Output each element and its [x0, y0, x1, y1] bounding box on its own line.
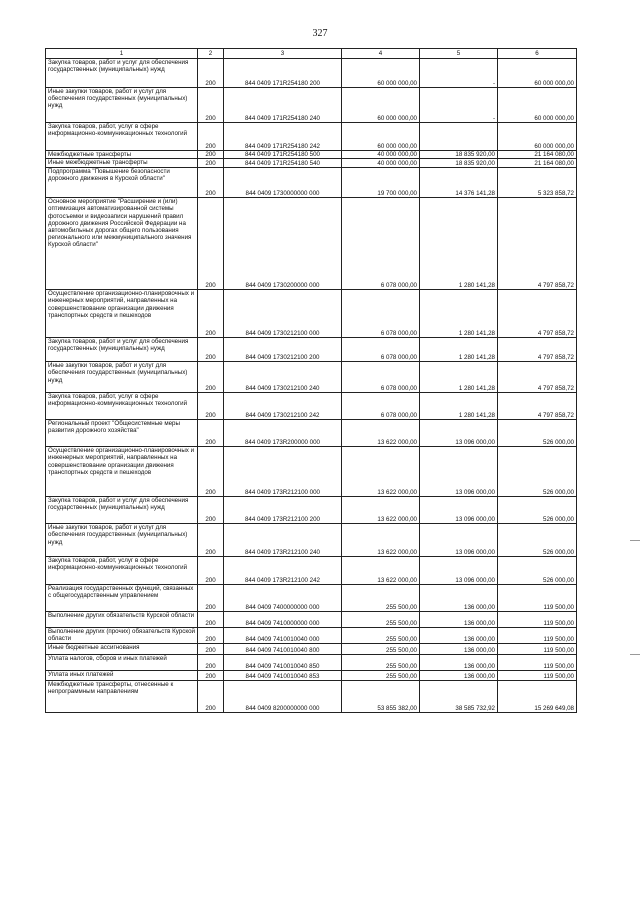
- row-col5-cell: 136 000,00: [420, 628, 498, 644]
- row-col6-cell: 526 000,00: [498, 497, 577, 524]
- row-classifier-cell: 844 0409 1730200000 000: [224, 198, 342, 290]
- row-col4-cell: 53 855 382,00: [342, 681, 420, 713]
- column-header: 5: [420, 49, 498, 59]
- row-code-cell: 200: [198, 290, 224, 338]
- row-col5-cell: 13 096 000,00: [420, 497, 498, 524]
- row-code-cell: 200: [198, 447, 224, 497]
- row-col5-cell: 1 280 141,28: [420, 198, 498, 290]
- table-row: [46, 447, 577, 497]
- table-row: [46, 159, 577, 168]
- budget-execution-table: [45, 48, 577, 713]
- table-row: [46, 290, 577, 338]
- row-col6-cell: 4 797 858,72: [498, 290, 577, 338]
- row-col4-cell: 255 500,00: [342, 628, 420, 644]
- row-col6-cell: 119 500,00: [498, 644, 577, 655]
- row-classifier-cell: 844 0409 1730212100 200: [224, 338, 342, 362]
- row-classifier-cell: 844 0409 1730212100 242: [224, 393, 342, 420]
- row-name-cell: Закупка товаров, работ, услуг в сфере информационно-коммуникационных технологий: [46, 123, 198, 151]
- row-col6-cell: 4 797 858,72: [498, 393, 577, 420]
- row-name-cell: Иные закупки товаров, работ и услуг для обеспечения государственных (муниципальных) нужд: [46, 524, 198, 557]
- row-col6-cell: 60 000 000,00: [498, 88, 577, 123]
- row-name-cell: Закупка товаров, работ, услуг в сфере информационно-коммуникационных технологий: [46, 557, 198, 585]
- row-name-cell: Иные межбюджетные трансферты: [46, 159, 198, 168]
- row-code-cell: 200: [198, 159, 224, 168]
- margin-mark: [630, 654, 640, 655]
- row-code-cell: 200: [198, 557, 224, 585]
- row-col6-cell: 526 000,00: [498, 557, 577, 585]
- row-col5-cell: 38 585 732,92: [420, 681, 498, 713]
- row-col4-cell: 6 078 000,00: [342, 362, 420, 393]
- row-classifier-cell: 844 0409 7410010040 800: [224, 644, 342, 655]
- row-code-cell: 200: [198, 362, 224, 393]
- table-row: [46, 151, 577, 159]
- table-row: [46, 585, 577, 612]
- row-col4-cell: 255 500,00: [342, 671, 420, 681]
- row-code-cell: 200: [198, 644, 224, 655]
- row-classifier-cell: 844 0409 1730000000 000: [224, 168, 342, 198]
- row-name-cell: Иные бюджетные ассигнования: [46, 644, 198, 655]
- row-col6-cell: 119 500,00: [498, 671, 577, 681]
- margin-mark: [630, 540, 640, 541]
- table-row: [46, 362, 577, 393]
- row-name-cell: Основное мероприятие "Расширение и (или) оптимизация автоматизированной системы фотосъемки и видеозаписи нарушений правил дорожного движения Российской Федерации на автомобильных дорогах общего пользования регионального или межмуниципального значения Курской области": [46, 198, 198, 290]
- row-col5-cell: 14 376 141,28: [420, 168, 498, 198]
- row-classifier-cell: 844 0409 171R254180 242: [224, 123, 342, 151]
- column-header: 1: [46, 49, 198, 59]
- row-classifier-cell: 844 0409 7410010040 000: [224, 628, 342, 644]
- row-col5-cell: 18 835 920,00: [420, 151, 498, 159]
- row-col4-cell: 60 000 000,00: [342, 88, 420, 123]
- table-row: [46, 338, 577, 362]
- row-name-cell: Закупка товаров, работ и услуг для обеспечения государственных (муниципальных) нужд: [46, 59, 198, 88]
- row-col4-cell: 19 700 000,00: [342, 168, 420, 198]
- row-code-cell: 200: [198, 123, 224, 151]
- table-row: [46, 671, 577, 681]
- table-row: [46, 628, 577, 644]
- row-col6-cell: 4 797 858,72: [498, 338, 577, 362]
- row-classifier-cell: 844 0409 173R212100 200: [224, 497, 342, 524]
- row-name-cell: Реализация государственных функций, связанных с общегосударственным управлением: [46, 585, 198, 612]
- row-col6-cell: 526 000,00: [498, 420, 577, 447]
- row-name-cell: Региональный проект "Общесистемные меры развития дорожного хозяйства": [46, 420, 198, 447]
- table-body: [46, 59, 577, 713]
- row-classifier-cell: 844 0409 171R254180 540: [224, 159, 342, 168]
- row-col4-cell: 60 000 000,00: [342, 123, 420, 151]
- page-number: 327: [312, 28, 328, 39]
- row-classifier-cell: 844 0409 173R212100 240: [224, 524, 342, 557]
- row-col4-cell: 13 622 000,00: [342, 447, 420, 497]
- row-col5-cell: [420, 123, 498, 151]
- row-col5-cell: 136 000,00: [420, 585, 498, 612]
- row-col4-cell: 13 622 000,00: [342, 420, 420, 447]
- row-classifier-cell: 844 0409 1730212100 000: [224, 290, 342, 338]
- row-col5-cell: 13 096 000,00: [420, 420, 498, 447]
- row-col5-cell: 13 096 000,00: [420, 524, 498, 557]
- row-col4-cell: 255 500,00: [342, 585, 420, 612]
- table-row: [46, 123, 577, 151]
- row-classifier-cell: 844 0409 171R254180 500: [224, 151, 342, 159]
- row-classifier-cell: 844 0409 1730212100 240: [224, 362, 342, 393]
- column-header: 6: [498, 49, 577, 59]
- row-col5-cell: 136 000,00: [420, 612, 498, 628]
- row-classifier-cell: 844 0409 8200000000 000: [224, 681, 342, 713]
- row-code-cell: 200: [198, 681, 224, 713]
- row-name-cell: Закупка товаров, работ и услуг для обеспечения государственных (муниципальных) нужд: [46, 338, 198, 362]
- row-col5-cell: 136 000,00: [420, 644, 498, 655]
- row-col4-cell: 6 078 000,00: [342, 290, 420, 338]
- row-col6-cell: 119 500,00: [498, 655, 577, 671]
- row-col4-cell: 13 622 000,00: [342, 524, 420, 557]
- row-name-cell: Осуществление организационно-планировочных и инженерных мероприятий, направленных на совершенствование организации движения транспортных средств и пешеходов: [46, 447, 198, 497]
- row-col4-cell: 13 622 000,00: [342, 497, 420, 524]
- row-col6-cell: 60 000 000,00: [498, 123, 577, 151]
- row-col6-cell: 60 000 000,00: [498, 59, 577, 88]
- row-code-cell: 200: [198, 168, 224, 198]
- table-row: [46, 88, 577, 123]
- row-col4-cell: 6 078 000,00: [342, 393, 420, 420]
- row-classifier-cell: 844 0409 7410010040 850: [224, 655, 342, 671]
- row-col4-cell: 6 078 000,00: [342, 198, 420, 290]
- row-classifier-cell: 844 0409 171R254180 240: [224, 88, 342, 123]
- column-header: 2: [198, 49, 224, 59]
- row-classifier-cell: 844 0409 173R200000 000: [224, 420, 342, 447]
- table-row: [46, 681, 577, 713]
- row-col5-cell: -: [420, 88, 498, 123]
- row-col6-cell: 526 000,00: [498, 447, 577, 497]
- row-col4-cell: 255 500,00: [342, 655, 420, 671]
- row-classifier-cell: 844 0409 173R212100 000: [224, 447, 342, 497]
- row-col5-cell: 1 280 141,28: [420, 338, 498, 362]
- row-col5-cell: 1 280 141,28: [420, 362, 498, 393]
- row-code-cell: 200: [198, 524, 224, 557]
- row-col5-cell: 18 835 920,00: [420, 159, 498, 168]
- table-row: [46, 198, 577, 290]
- row-name-cell: Закупка товаров, работ, услуг в сфере информационно-коммуникационных технологий: [46, 393, 198, 420]
- row-name-cell: Закупка товаров, работ и услуг для обеспечения государственных (муниципальных) нужд: [46, 497, 198, 524]
- row-col5-cell: -: [420, 59, 498, 88]
- row-name-cell: Осуществление организационно-планировочных и инженерных мероприятий, направленных на совершенствование организации движения транспортных средств и пешеходов: [46, 290, 198, 338]
- table-row: [46, 393, 577, 420]
- row-code-cell: 200: [198, 151, 224, 159]
- row-code-cell: 200: [198, 655, 224, 671]
- row-name-cell: Уплата иных платежей: [46, 671, 198, 681]
- row-classifier-cell: 844 0409 7400000000 000: [224, 585, 342, 612]
- column-header: 4: [342, 49, 420, 59]
- table-row: [46, 612, 577, 628]
- row-name-cell: Уплата налогов, сборов и иных платежей: [46, 655, 198, 671]
- row-code-cell: 200: [198, 59, 224, 88]
- table-row: [46, 557, 577, 585]
- row-col6-cell: 526 000,00: [498, 524, 577, 557]
- table-row: [46, 497, 577, 524]
- row-col4-cell: 60 000 000,00: [342, 59, 420, 88]
- row-code-cell: 200: [198, 198, 224, 290]
- row-col6-cell: 21 164 080,00: [498, 159, 577, 168]
- row-col4-cell: 255 500,00: [342, 612, 420, 628]
- row-code-cell: 200: [198, 628, 224, 644]
- table-row: [46, 59, 577, 88]
- table-row: [46, 644, 577, 655]
- row-name-cell: Выполнение других обязательств Курской области: [46, 612, 198, 628]
- table-header-row: [46, 49, 577, 59]
- row-col6-cell: 119 500,00: [498, 585, 577, 612]
- row-col5-cell: 13 096 000,00: [420, 447, 498, 497]
- row-name-cell: Выполнение других (прочих) обязательств Курской области: [46, 628, 198, 644]
- row-col5-cell: 136 000,00: [420, 655, 498, 671]
- row-col4-cell: 13 622 000,00: [342, 557, 420, 585]
- row-col6-cell: 119 500,00: [498, 612, 577, 628]
- row-col6-cell: 15 269 649,08: [498, 681, 577, 713]
- row-col4-cell: 6 078 000,00: [342, 338, 420, 362]
- row-code-cell: 200: [198, 420, 224, 447]
- row-col4-cell: 40 000 000,00: [342, 151, 420, 159]
- row-classifier-cell: 844 0409 7410010040 853: [224, 671, 342, 681]
- row-col6-cell: 21 164 080,00: [498, 151, 577, 159]
- row-col5-cell: 136 000,00: [420, 671, 498, 681]
- column-header: 3: [224, 49, 342, 59]
- row-col4-cell: 40 000 000,00: [342, 159, 420, 168]
- row-code-cell: 200: [198, 338, 224, 362]
- row-col6-cell: 4 797 858,72: [498, 362, 577, 393]
- row-code-cell: 200: [198, 393, 224, 420]
- row-code-cell: 200: [198, 585, 224, 612]
- table-row: [46, 168, 577, 198]
- table-row: [46, 524, 577, 557]
- row-name-cell: Иные закупки товаров, работ и услуг для обеспечения государственных (муниципальных) нужд: [46, 362, 198, 393]
- row-classifier-cell: 844 0409 173R212100 242: [224, 557, 342, 585]
- row-code-cell: 200: [198, 612, 224, 628]
- row-col6-cell: 119 500,00: [498, 628, 577, 644]
- row-name-cell: Иные закупки товаров, работ и услуг для обеспечения государственных (муниципальных) нужд: [46, 88, 198, 123]
- row-col5-cell: 1 280 141,28: [420, 393, 498, 420]
- row-col5-cell: 13 096 000,00: [420, 557, 498, 585]
- row-col5-cell: 1 280 141,28: [420, 290, 498, 338]
- row-name-cell: Подпрограмма "Повышение безопасности дорожного движения в Курской области": [46, 168, 198, 198]
- table-row: [46, 655, 577, 671]
- row-col4-cell: 255 500,00: [342, 644, 420, 655]
- table-row: [46, 420, 577, 447]
- row-code-cell: 200: [198, 497, 224, 524]
- row-code-cell: 200: [198, 671, 224, 681]
- row-name-cell: Межбюджетные трансферты: [46, 151, 198, 159]
- row-col6-cell: 4 797 858,72: [498, 198, 577, 290]
- row-classifier-cell: 844 0409 171R254180 200: [224, 59, 342, 88]
- row-name-cell: Межбюджетные трансферты, отнесенные к непрограммным направлениям: [46, 681, 198, 713]
- row-code-cell: 200: [198, 88, 224, 123]
- row-classifier-cell: 844 0409 7410000000 000: [224, 612, 342, 628]
- row-col6-cell: 5 323 858,72: [498, 168, 577, 198]
